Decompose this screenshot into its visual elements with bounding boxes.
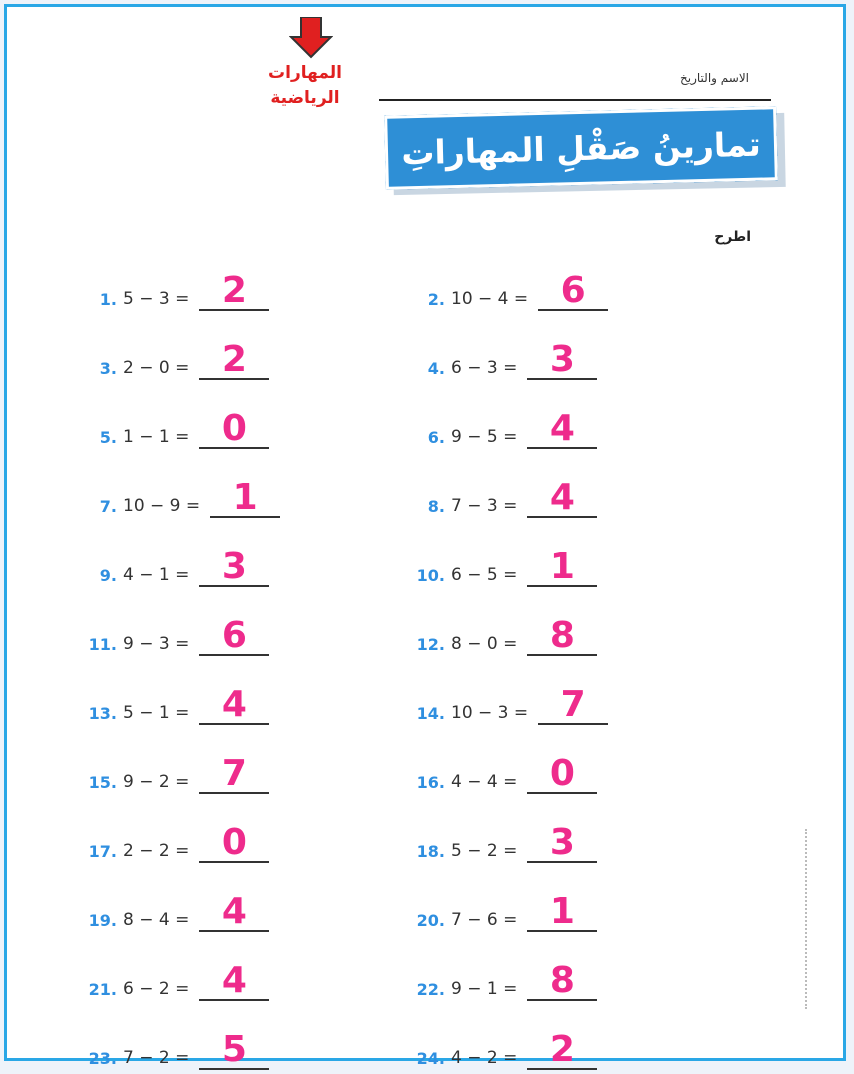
handwritten-answer: 0 <box>221 408 247 449</box>
problem-expression: 9 − 5 = <box>451 427 518 447</box>
handwritten-answer: 8 <box>549 615 575 656</box>
handwritten-answer: 1 <box>232 477 258 518</box>
handwritten-answer: 0 <box>549 753 575 794</box>
problem-expression: 2 − 0 = <box>123 358 190 378</box>
problem-number: 4. <box>427 359 445 378</box>
handwritten-answer: 4 <box>549 477 575 518</box>
problem-expression: 10 − 3 = <box>451 703 529 723</box>
problem-expression: 9 − 3 = <box>123 634 190 654</box>
problem-number: 5. <box>99 428 117 447</box>
handwritten-answer: 3 <box>221 546 247 587</box>
problem-expression: 6 − 5 = <box>451 565 518 585</box>
problem-item <box>99 265 403 315</box>
problem-item <box>427 472 731 522</box>
handwritten-answer: 6 <box>560 270 586 311</box>
problem-item <box>427 403 731 453</box>
handwritten-answer: 4 <box>221 891 247 932</box>
side-margin-text <box>805 829 813 1009</box>
problem-number: 17. <box>88 842 117 861</box>
problem-expression: 5 − 3 = <box>123 289 190 309</box>
problem-item <box>88 1024 403 1074</box>
problem-number: 1. <box>99 290 117 309</box>
math-skills-annotation <box>235 61 375 111</box>
problem-number: 19. <box>88 911 117 930</box>
name-line <box>379 99 771 101</box>
problem-expression: 8 − 4 = <box>123 910 190 930</box>
problem-expression: 7 − 3 = <box>451 496 518 516</box>
problem-item <box>99 334 403 384</box>
problem-expression: 2 − 2 = <box>123 841 190 861</box>
page-title: تمارينُ صَقْلِ المهاراتِ <box>400 124 762 172</box>
handwritten-answer: 5 <box>221 1029 247 1070</box>
problem-item <box>416 955 731 1005</box>
problem-number: 6. <box>427 428 445 447</box>
handwritten-answer: 7 <box>560 684 586 725</box>
problem-expression: 6 − 3 = <box>451 358 518 378</box>
problem-expression: 4 − 4 = <box>451 772 518 792</box>
handwritten-answer: 4 <box>221 684 247 725</box>
problem-item <box>88 748 403 798</box>
problem-number: 10. <box>416 566 445 585</box>
problem-expression: 10 − 9 = <box>123 496 201 516</box>
problem-item <box>88 817 403 867</box>
handwritten-answer: 1 <box>549 546 575 587</box>
problem-item <box>99 541 403 591</box>
problem-expression: 7 − 6 = <box>451 910 518 930</box>
annotation-line-1: المهارات <box>268 63 342 83</box>
problem-item <box>99 472 403 522</box>
problem-number: 20. <box>416 911 445 930</box>
down-arrow-icon <box>289 17 333 59</box>
problem-item <box>416 679 731 729</box>
handwritten-answer: 4 <box>221 960 247 1001</box>
section-heading: اطرح <box>714 229 751 245</box>
problem-expression: 1 − 1 = <box>123 427 190 447</box>
problem-number: 7. <box>99 497 117 516</box>
problem-number: 23. <box>88 1049 117 1068</box>
problem-number: 8. <box>427 497 445 516</box>
problem-item <box>88 679 403 729</box>
problem-item <box>416 748 731 798</box>
handwritten-answer: 8 <box>549 960 575 1001</box>
problem-number: 16. <box>416 773 445 792</box>
handwritten-answer: 3 <box>549 822 575 863</box>
problem-item <box>88 955 403 1005</box>
name-date-label: الاسم والتاريخ <box>680 71 749 85</box>
problem-number: 22. <box>416 980 445 999</box>
handwritten-answer: 6 <box>221 615 247 656</box>
problem-number: 18. <box>416 842 445 861</box>
handwritten-answer: 7 <box>221 753 247 794</box>
handwritten-answer: 3 <box>549 339 575 380</box>
problem-number: 12. <box>416 635 445 654</box>
problem-expression: 7 − 2 = <box>123 1048 190 1068</box>
handwritten-answer: 4 <box>549 408 575 449</box>
problem-number: 15. <box>88 773 117 792</box>
problem-expression: 6 − 2 = <box>123 979 190 999</box>
problem-item <box>416 886 731 936</box>
problem-item <box>416 817 731 867</box>
problem-expression: 4 − 2 = <box>451 1048 518 1068</box>
problem-number: 24. <box>416 1049 445 1068</box>
problem-item <box>416 1024 731 1074</box>
problem-item <box>416 610 731 660</box>
problem-item <box>88 610 403 660</box>
problem-item <box>99 403 403 453</box>
handwritten-answer: 2 <box>221 339 247 380</box>
worksheet-page <box>4 4 846 1070</box>
problem-number: 21. <box>88 980 117 999</box>
problem-number: 9. <box>99 566 117 585</box>
problem-expression: 8 − 0 = <box>451 634 518 654</box>
problem-item <box>427 265 731 315</box>
handwritten-answer: 2 <box>221 270 247 311</box>
handwritten-answer: 0 <box>221 822 247 863</box>
problem-number: 14. <box>416 704 445 723</box>
problem-item <box>88 886 403 936</box>
problem-expression: 4 − 1 = <box>123 565 190 585</box>
problem-expression: 10 − 4 = <box>451 289 529 309</box>
problem-number: 13. <box>88 704 117 723</box>
handwritten-answer: 1 <box>549 891 575 932</box>
problem-item <box>427 334 731 384</box>
handwritten-answer: 2 <box>549 1029 575 1070</box>
problem-item <box>416 541 731 591</box>
problem-number: 11. <box>88 635 117 654</box>
annotation-line-2: الرياضية <box>270 88 340 108</box>
problem-expression: 9 − 2 = <box>123 772 190 792</box>
problem-expression: 5 − 1 = <box>123 703 190 723</box>
problem-expression: 5 − 2 = <box>451 841 518 861</box>
problem-expression: 9 − 1 = <box>451 979 518 999</box>
problem-number: 3. <box>99 359 117 378</box>
title-banner <box>384 106 778 190</box>
problem-number: 2. <box>427 290 445 309</box>
